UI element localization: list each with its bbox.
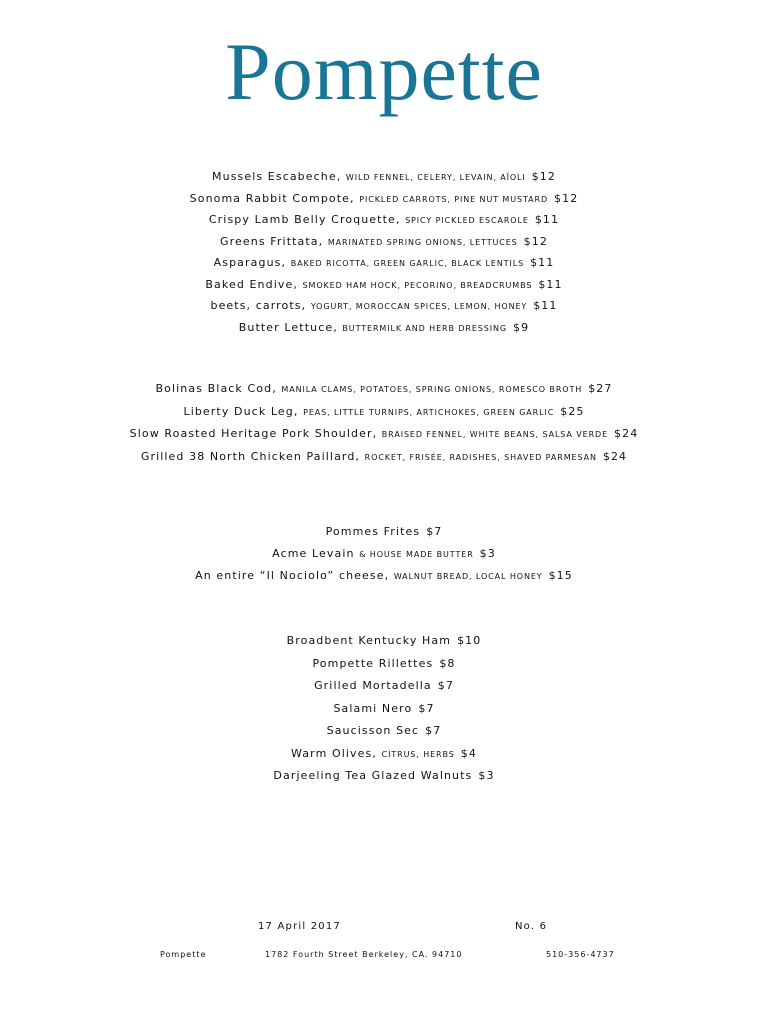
menu-item-price: $9 — [513, 320, 530, 334]
restaurant-title: Pompette — [225, 26, 543, 117]
menu-item-description: ROCKET, FRISÉE, RADISHES, SHAVED PARMESAN — [364, 452, 597, 462]
menu-item-name: Mussels Escabeche, — [212, 170, 342, 183]
menu-issue-number: No. 6 — [515, 921, 548, 932]
menu-item-price: $24 — [602, 449, 628, 463]
footer-restaurant-name: Pompette — [160, 950, 207, 959]
mains-section — [0, 382, 768, 472]
menu-item-price: $12 — [531, 170, 556, 183]
menu-item-description: CITRUS, HERBS — [381, 749, 455, 759]
footer-phone: 510-356-4737 — [546, 950, 615, 959]
footer-address: 1782 Fourth Street Berkeley, CA. 94710 — [265, 950, 463, 959]
menu-item-name: Sonoma Rabbit Compote, — [189, 191, 355, 205]
menu-item-name: Acme Levain — [272, 547, 355, 560]
menu-item — [0, 769, 768, 792]
menu-item — [0, 427, 768, 450]
menu-item-description: & HOUSE MADE BUTTER — [359, 550, 474, 559]
menu-item-price: $3 — [478, 769, 495, 782]
menu-item — [0, 724, 768, 747]
menu-item-price: $24 — [614, 427, 639, 440]
menu-item-description: WALNUT BREAD, LOCAL HONEY — [393, 572, 543, 581]
menu-item — [0, 702, 768, 725]
menu-item-description: MARINATED SPRING ONIONS, LETTUCES — [327, 237, 518, 247]
menu-item — [0, 747, 768, 770]
menu-item-name: beets, carrots, — [210, 299, 307, 312]
menu-item — [0, 278, 768, 300]
menu-item-name: Asparagus, — [213, 256, 287, 269]
menu-item-name: Warm Olives, — [291, 746, 377, 760]
menu-item-price: $3 — [479, 547, 496, 560]
menu-date: 17 April 2017 — [258, 921, 341, 932]
menu-item-price: $15 — [548, 569, 573, 582]
menu-item — [0, 450, 768, 473]
menu-item-price: $11 — [530, 256, 555, 269]
menu-item-description: PICKLED CARROTS, PINE NUT MUSTARD — [359, 194, 549, 204]
menu-item-price: $4 — [460, 746, 477, 760]
menu-item-price: $12 — [554, 191, 579, 205]
menu-item — [0, 634, 768, 657]
menu-item-description: PEAS, LITTLE TURNIPS, ARTICHOKES, GREEN GARLIC — [303, 407, 555, 417]
menu-item — [0, 657, 768, 680]
menu-item — [0, 679, 768, 702]
menu-item-name: Butter Lettuce, — [238, 320, 338, 334]
menu-item-name: Saucisson Sec — [326, 724, 420, 737]
menu-item-name: Slow Roasted Heritage Pork Shoulder, — [129, 427, 378, 440]
menu-item-name: Darjeeling Tea Glazed Walnuts — [273, 769, 473, 782]
menu-item-price: $11 — [533, 299, 558, 312]
menu-item-description: MANILA CLAMS, POTATOES, SPRING ONIONS, ROMESCO BROTH — [281, 385, 583, 394]
menu-item-price: $7 — [426, 525, 443, 538]
menu-item — [0, 405, 768, 428]
menu-item-description: YOGURT, MOROCCAN SPICES, LEMON, HONEY — [310, 302, 528, 311]
menu-item-name: Pompette Rillettes — [312, 656, 434, 670]
menu-item — [0, 235, 768, 257]
menu-item-name: Baked Endive, — [205, 277, 298, 291]
menu-item-name: Crispy Lamb Belly Croquette, — [208, 213, 401, 226]
menu-item-description: BRAISED FENNEL, WHITE BEANS, SALSA VERDE — [381, 430, 609, 439]
menu-item — [0, 525, 768, 547]
menu-item — [0, 256, 768, 278]
menu-item-price: $12 — [523, 234, 548, 248]
menu-item — [0, 382, 768, 405]
menu-item-price: $7 — [418, 701, 435, 715]
menu-item-price: $8 — [439, 656, 456, 670]
menu-item-price: $7 — [425, 724, 442, 737]
menu-item-description: WILD FENNEL, CELERY, LEVAIN, AÏOLI — [345, 173, 526, 182]
menu-item — [0, 321, 768, 343]
menu-item-price: $7 — [437, 679, 454, 692]
menu-item-name: Bolinas Black Cod, — [155, 382, 277, 395]
menu-item-name: An entire “Il Nociolo” cheese, — [195, 569, 390, 582]
menu-item-name: Broadbent Kentucky Ham — [286, 634, 452, 647]
menu-item-name: Greens Frittata, — [220, 234, 324, 248]
menu-item-price: $27 — [588, 382, 613, 395]
sides-section — [0, 525, 768, 591]
menu-item — [0, 192, 768, 214]
menu-item-description: BAKED RICOTTA, GREEN GARLIC, BLACK LENTILS — [290, 259, 525, 268]
menu-item — [0, 213, 768, 235]
menu-item-name: Grilled 38 North Chicken Paillard, — [140, 449, 361, 463]
small-plates-section — [0, 170, 768, 342]
menu-item — [0, 299, 768, 321]
menu-item-name: Salami Nero — [333, 701, 413, 715]
menu-item — [0, 170, 768, 192]
menu-item-description: SPICY PICKLED ESCAROLE — [405, 216, 529, 225]
menu-item-description: BUTTERMILK AND HERB DRESSING — [342, 323, 508, 333]
charcuterie-section — [0, 634, 768, 792]
menu-item-name: Grilled Mortadella — [314, 679, 432, 692]
menu-item-name: Pommes Frites — [325, 525, 421, 538]
menu-item-description: SMOKED HAM HOCK, PECORINO, BREADCRUMBS — [302, 280, 533, 290]
menu-item-price: $11 — [534, 213, 560, 226]
menu-item-price: $10 — [457, 634, 482, 647]
menu-item-price: $25 — [560, 404, 585, 418]
menu-item-price: $11 — [538, 277, 563, 291]
menu-item — [0, 547, 768, 569]
menu-item-name: Liberty Duck Leg, — [183, 404, 299, 418]
menu-item — [0, 569, 768, 591]
